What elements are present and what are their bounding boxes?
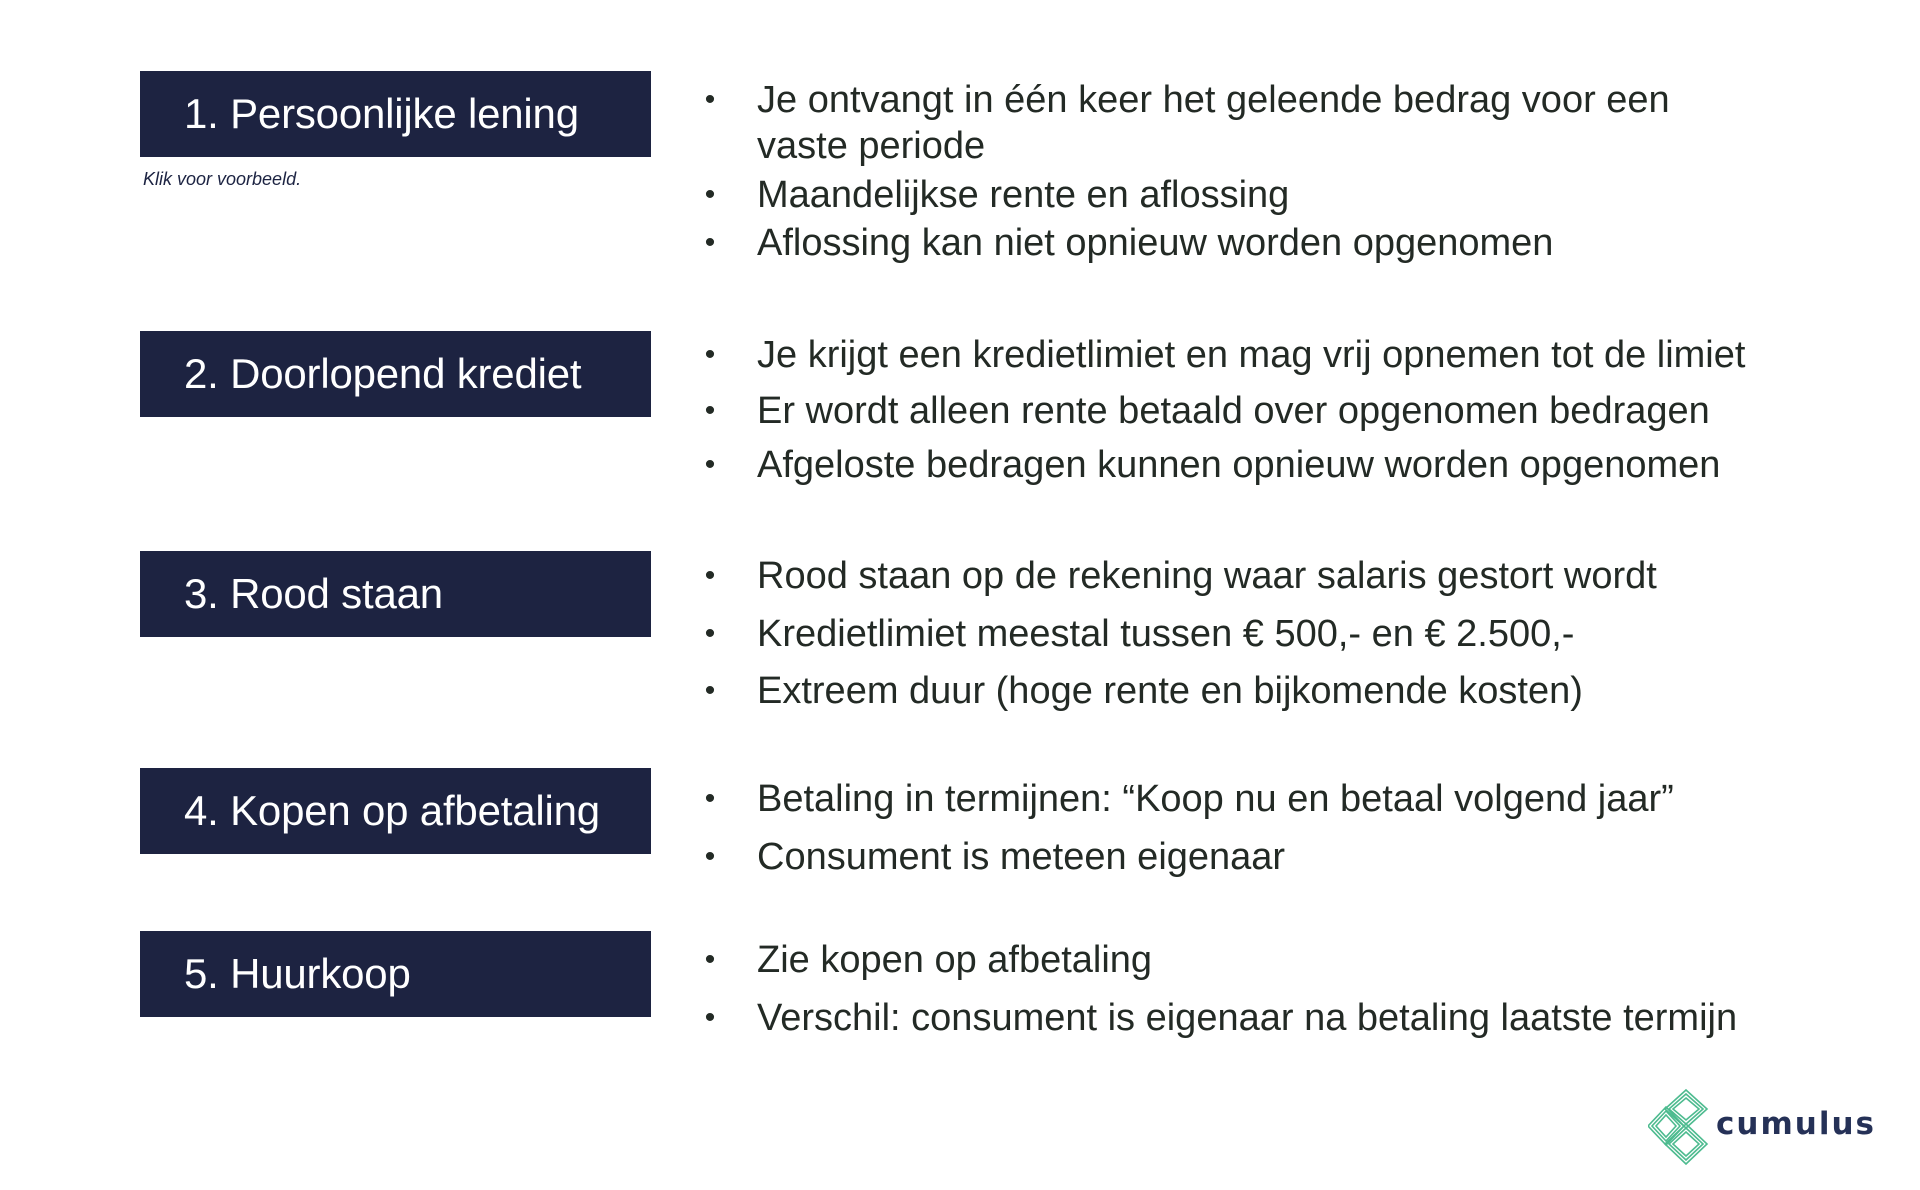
bullet-text: Betaling in termijnen: “Koop nu en betaal volgend jaar” [757, 778, 1674, 820]
section-heading-doorlopend-krediet[interactable] [140, 331, 651, 417]
bullet-text: Extreem duur (hoge rente en bijkomende kosten) [757, 670, 1583, 712]
bullet-icon: • [704, 1001, 716, 1034]
section-heading-label: 4. Kopen op afbetaling [184, 787, 600, 834]
section-heading-label: 5. Huurkoop [184, 950, 411, 997]
bullet-icon: • [704, 178, 716, 211]
bullet-icon: • [704, 83, 716, 116]
bullet-text: Consument is meteen eigenaar [757, 836, 1286, 878]
logo-wordmark: cumulus [1716, 1106, 1876, 1142]
bullet-text: Je krijgt een kredietlimiet en mag vrij opnemen tot de limiet [757, 334, 1746, 376]
section-heading-kopen-op-afbetaling[interactable] [140, 768, 651, 854]
bullet-icon: • [704, 840, 716, 873]
cumulus-logo [1648, 1088, 1876, 1166]
bullet-icon: • [704, 674, 716, 707]
bullet-icon: • [704, 559, 716, 592]
bullet-text: Maandelijkse rente en aflossing [757, 174, 1290, 216]
bullet-icon: • [704, 448, 716, 481]
section-heading-label: 3. Rood staan [184, 570, 443, 617]
bullet-text: Er wordt alleen rente betaald over opgenomen bedragen [757, 390, 1710, 432]
section-heading-label: 2. Doorlopend krediet [184, 350, 582, 397]
example-link-hint[interactable]: Klik voor voorbeeld. [143, 169, 302, 189]
section-heading-persoonlijke-lening[interactable] [140, 71, 651, 157]
bullet-text: Rood staan op de rekening waar salaris gestort wordt [757, 555, 1657, 597]
bullet-icon: • [704, 338, 716, 371]
bullet-icon: • [704, 617, 716, 650]
cumulus-diamond-logo-icon [1648, 1088, 1712, 1166]
bullet-icon: • [704, 394, 716, 427]
bullet-icon: • [704, 782, 716, 815]
section-heading-label: 1. Persoonlijke lening [184, 90, 579, 137]
bullet-text: Aflossing kan niet opnieuw worden opgenomen [757, 222, 1554, 264]
bullet-icon: • [704, 943, 716, 976]
section-heading-huurkoop[interactable] [140, 931, 651, 1017]
bullet-text: Kredietlimiet meestal tussen € 500,- en € 2.500,- [757, 613, 1575, 655]
bullet-text: Je ontvangt in één keer het geleende bedrag voor een [757, 79, 1670, 121]
bullet-icon: • [704, 226, 716, 259]
bullet-text: Afgeloste bedragen kunnen opnieuw worden opgenomen [757, 444, 1721, 486]
section-heading-rood-staan[interactable] [140, 551, 651, 637]
bullet-text: Zie kopen op afbetaling [757, 939, 1153, 981]
bullet-text: Verschil: consument is eigenaar na betaling laatste termijn [757, 997, 1738, 1039]
bullet-text-continuation: vaste periode [757, 125, 986, 167]
